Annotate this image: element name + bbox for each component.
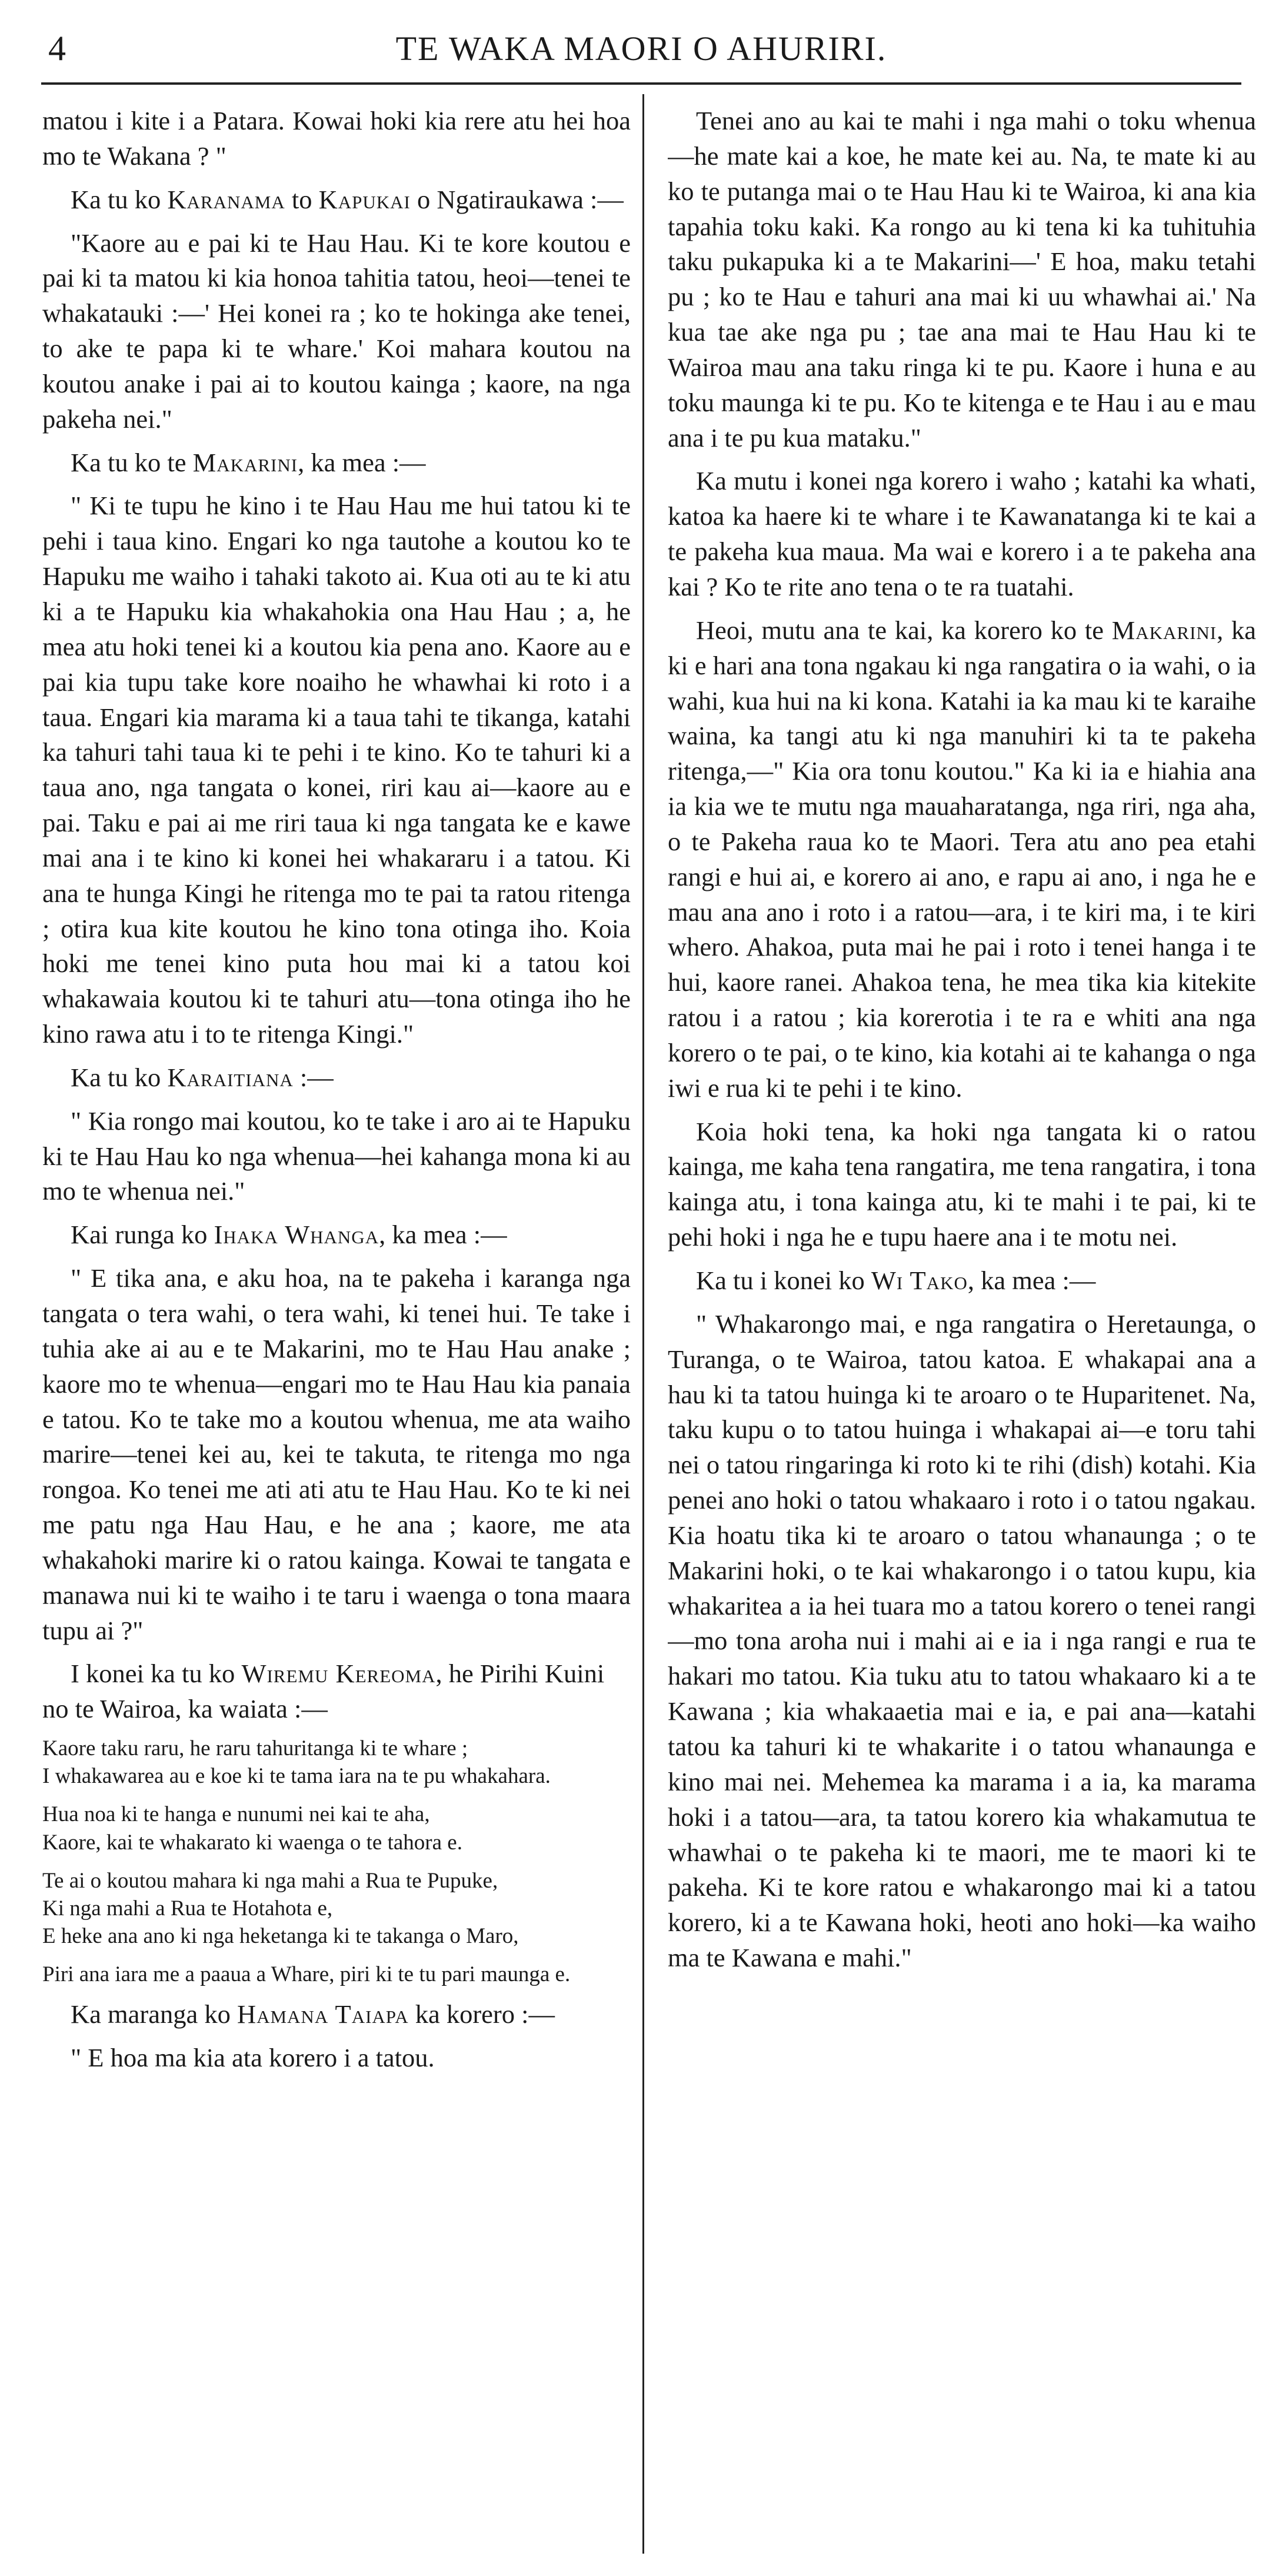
paragraph: " E hoa ma kia ata korero i a tatou. <box>71 2042 435 2072</box>
speaker-intro: Ka tu ko Karanama to Kapukai o Ngatiraukawa :— <box>71 184 624 214</box>
speaker-name: Kapukai <box>318 184 411 214</box>
speaker-intro: I konei ka tu ko Wiremu Kereoma, he Pirihi Kuini no te Wairoa, ka waiata :— <box>42 1659 605 1724</box>
right-column <box>668 104 1256 2569</box>
page-number: 4 <box>48 29 66 68</box>
speaker-intro: Ka tu ko te Makarini, ka mea :— <box>71 447 426 477</box>
page-header <box>41 24 1241 76</box>
header-rule <box>41 82 1241 85</box>
speaker-name: Hamana Taiapa <box>237 1999 409 2029</box>
column-divider <box>642 94 644 2554</box>
speaker-name: Wiremu Kereoma <box>241 1659 436 1689</box>
speaker-name: Karanama <box>167 184 285 214</box>
song-line: Hua noa ki te hanga e nunumi nei kai te aha, <box>42 1802 430 1827</box>
paragraph: Ka mutu i konei nga korero i waho ; katahi ka whati, katoa ka haere ki te whare i te Kawanatanga ki te kai a te pakeha kua maua. Ma wai e korero i a te pakeha ana kai ? Ko te rite ano tena o te ra tuatahi. <box>668 466 1256 601</box>
speaker-intro: Ka maranga ko Hamana Taiapa ka korero :— <box>71 1999 555 2029</box>
song-line: Kaore, kai te whakarato ki waenga o te tahora e. <box>42 1830 462 1855</box>
running-title: TE WAKA MAORI O AHURIRI. <box>395 29 887 68</box>
speaker-name: Wi Tako <box>871 1266 968 1295</box>
speaker-name: Makarini <box>1111 615 1217 645</box>
song-line: Piri ana iara me a paaua a Whare, piri ki te tu pari maunga e. <box>42 1962 571 1986</box>
song-line: Te ai o koutou mahara ki nga mahi a Rua te Pupuke, <box>42 1868 498 1893</box>
song-line: Kaore taku raru, he raru tahuritanga ki te whare ; <box>42 1736 468 1761</box>
paragraph: Koia hoki tena, ka hoki nga tangata ki o ratou kainga, me kaha tena rangatira, me tena rangatira, i tona kainga atu, i tona kainga atu, ki te mahi i te pai, ki te pehi hoki i nga he e tupu haere ana i te motu nei. <box>668 1116 1256 1252</box>
speaker-intro: Ka tu ko Karaitiana :— <box>71 1062 334 1092</box>
left-column <box>42 104 631 2569</box>
paragraph: "Kaore au e pai ki te Hau Hau. Ki te kore koutou e pai ki ta matou ki kia honoa tahitia tatou, heoi—tenei te whakatauki :—' Hei konei ra ; ko te hokinga ake tenei, to ake te papa ki te whare.' Koi mahara koutou na koutou anake i pai ai to koutou kainga ; kaore, na nga pakeha nei." <box>42 228 631 434</box>
paragraph: matou i kite i a Patara. Kowai hoki kia rere atu hei hoa mo te Wakana ? " <box>42 106 631 171</box>
song-verse <box>42 1735 631 1988</box>
paragraph: " Whakarongo mai, e nga rangatira o Heretaunga, o Turanga, o te Wairoa, tatou katoa. E whakapai ana a hau ki ta tatou huinga ki te aroaro o te Huparitenet. Na, taku kupu o to tatou huinga i whakapai ai—e toru tahi nei o tatou ringaringa ki roto ki te rihi (dish) kotahi. Kia penei ano hoki o tatou whakaaro i roto i o tatou ngakau. Kia hoatu tika ki te aroaro o tatou whanaunga ; o te Makarini hoki, o te kai whakarongo i o tatou kupu, kia whakaritea a ia hei tuara mo a tatou korero o tenei rangi—mo tona aroha nui i mahi ai e ia i nga rangi e rua te hakari mo tatou. Kia tuku atu to tatou whakaaro ki a te Kawana ; kia whakaaetia mai e ia, e pai ana—katahi tatou ka tahuri ki te whakarite i o tatou whanaunga e kino mai nei. Mehemea ka marama i a ia, ka marama hoki i a tatou—ara, ta tatou korero kia whakamutua te whawhai o te pakeha ki te maori, me te maori ki te pakeha. Ki te kore ratou e whakarongo mai ki a tatou korero, ki a te Kawana hoki, heoti ano hoki—ka waiho ma te Kawana e mahi." <box>668 1309 1256 1973</box>
song-line: Ki nga mahi a Rua te Hotahota e, <box>42 1896 333 1921</box>
speaker-name: Makarini <box>192 447 298 477</box>
paragraph: Tenei ano au kai te mahi i nga mahi o toku whenua—he mate kai a koe, he mate kei au. Na, te mate ki au ko te putanga mai o te Hau Hau ki te Wairoa, ki ana kia tapahia toku kaki. Ka rongo au ki tena ki ka tuhituhia taku pukapuka ki a te Makarini—' E hoa, maku tetahi pu ; ko te Hau e tahuri ana mai ki uu whawhai ai.' Na kua tae ake nga pu ; tae ana mai te Hau Hau ki te Wairoa mau ana taku ringa ki te pu. Kaore i huna e au toku maunga ki te pu. Ko te kitenga e te Hau i au e mau ana i te pu kua mataku." <box>668 106 1256 452</box>
song-line: I whakawarea au e koe ki te tama iara na te pu whakahara. <box>42 1764 551 1789</box>
speaker-intro: Ka tu i konei ko Wi Tako, ka mea :— <box>696 1266 1096 1295</box>
speaker-intro: Kai runga ko Ihaka Whanga, ka mea :— <box>71 1220 507 1250</box>
paragraph: Heoi, mutu ana te kai, ka korero ko te Makarini, ka ki e hari ana tona ngakau ki nga rangatira o ia wahi, o ia wahi, kua hui na ki kona. Katahi ia ka mau ki te karaihe waina, ka tangi atu ki nga manuhiri ki ta te pakeha ritenga,—" Kia ora tonu koutou." Ka ki ia e hiahia ana ia kia we te mutu nga mauaharatanga, nga riri, nga aha, o te Pakeha raua ko te Maori. Tera atu ano pea etahi rangi e hui ai, e korero ai ano, e rapu ai ano, i nga he e mau ana ano i roto i a ratou—ara, i te kiri ma, i te kiri whero. Ahakoa, puta mai he pai i roto i tenei hanga i te hui, kaore ranei. Ahakoa tena, he mea tika kia kitekite ratou i a ratou ; kia korerotia i te ra e whiti ana nga korero o te pai, o te kino, kia kotahi ai te kahanga o nga iwi e rua ki te pehi i te kino. <box>668 615 1256 1103</box>
song-line: E heke ana ano ki nga heketanga ki te takanga o Maro, <box>42 1923 519 1948</box>
paragraph: " Ki te tupu he kino i te Hau Hau me hui tatou ki te pehi i taua kino. Engari ko nga tautohe a koutou ko te Hapuku me waiho i tahaki takoto ai. Kua oti au te ki atu ki a te Hapuku kia whakahokia ona Hau Hau ; a, he mea atu hoki tenei ki a koutou kia pena ano. Kaore au e pai kia tupu take kore noaiho he whawhai ki roto i a taua. Engari kia marama ki a taua tahi te tikanga, katahi ka tahuri tahi taua ki te pehi i te kino. Ko te tahuri ki a taua ano, nga tangata o konei, riri kau ai—kaore au e pai. Taku e pai ai me riri taua ki nga tangata ke e kawe mai ana i te kino ki konei hei whakararu i a tatou. Ki ana te hunga Kingi he ritenga mo te pai ta ratou ritenga ; otira kua kite koutou he kino tona otinga iho. Koia hoki me tenei kino puta hou mai ki a tatou koi whakawaia koutou ki te tahuri atu—tona otinga iho he kino rawa atu i to te ritenga Kingi." <box>42 491 631 1049</box>
speaker-name: Karaitiana <box>167 1062 294 1092</box>
paragraph: " E tika ana, e aku hoa, na te pakeha i karanga nga tangata o tera wahi, o tera wahi, ki tenei hui. Te take i tuhia ake ai au e te Makarini, mo te Hau Hau anake ; kaore mo te whenua—engari mo te Hau Hau kia panaia e tatou. Ko te take mo a koutou whenua, me ata waiho marire—tenei kei au, kei te takuta, te ritenga mo nga rongoa. Ko tenei me ati ati atu te Hau Hau. Ko te ki nei me patu nga Hau Hau, e he ana ; kaore, me ata whakahoki marire ki o ratou kainga. Kowai te tangata e manawa nui ki te waiho i te taru i waenga o tona maara tupu ai ?" <box>42 1263 631 1645</box>
speaker-name: Ihaka Whanga <box>214 1220 379 1250</box>
paragraph: " Kia rongo mai koutou, ko te take i aro ai te Hapuku ki te Hau Hau ko nga whenua—hei kahanga mona ki au mo te whenua nei." <box>42 1106 631 1206</box>
